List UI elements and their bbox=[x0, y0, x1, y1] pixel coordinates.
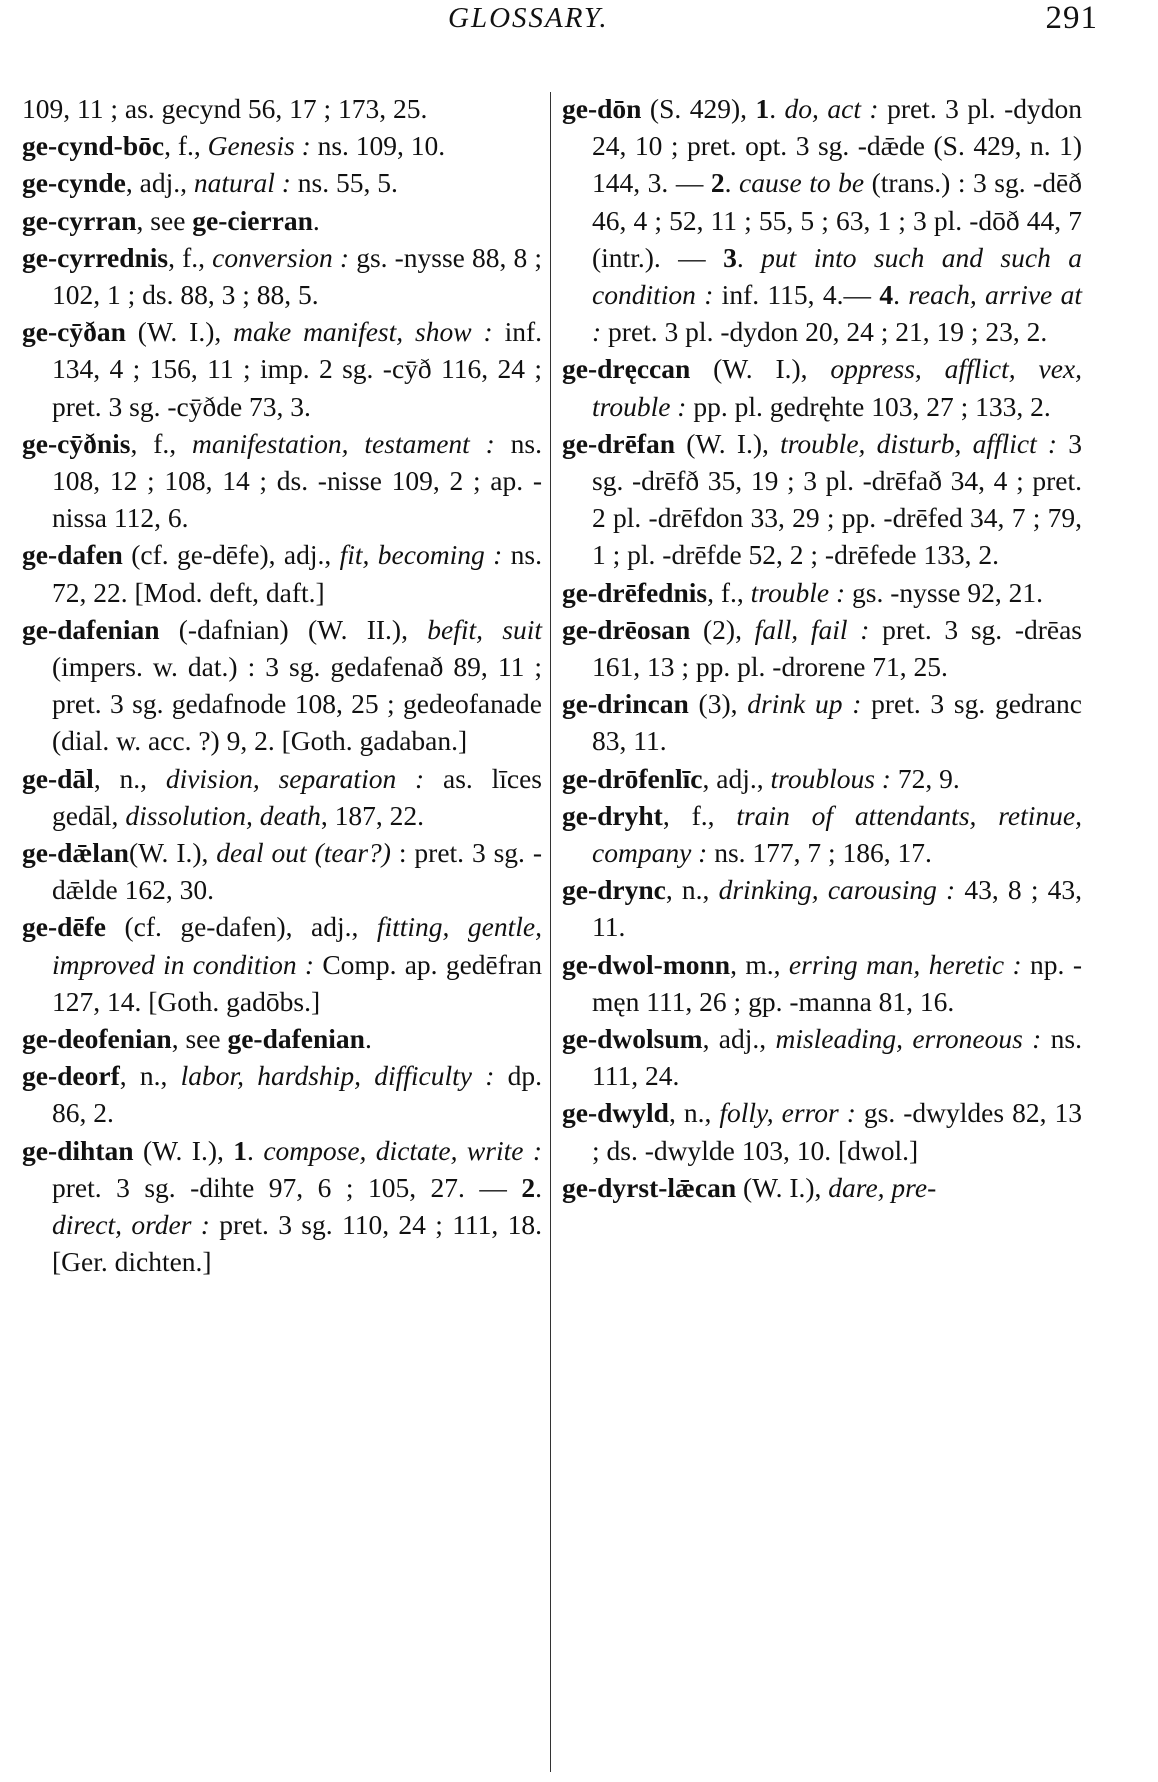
entry-text: pret. 3 sg. -drēas 161, 13 ; pp. pl. -drorene 71, 25. bbox=[592, 613, 1083, 683]
headword: ge-dāl bbox=[22, 762, 94, 794]
bold-ref: 2 bbox=[521, 1171, 536, 1203]
entry-text: (impers. w. dat.) : 3 sg. gedafenað 89, 11 ; pret. 3 sg. gedafnode 108, 25 ; gedeofanade (dial. w. acc. ?) 9, 2. [Goth. gadaban.] bbox=[52, 651, 542, 757]
definition: conversion : bbox=[212, 241, 350, 273]
glossary-entry bbox=[22, 908, 542, 1020]
entry-text: (W. I.), bbox=[128, 837, 217, 869]
definition: manifestation, testament : bbox=[191, 427, 495, 459]
entry-text: , f., bbox=[707, 576, 751, 608]
bold-ref: 1 bbox=[233, 1134, 248, 1166]
definition: befit, suit bbox=[427, 613, 542, 645]
glossary-entry bbox=[22, 239, 542, 313]
entry-text: , n., bbox=[119, 1060, 181, 1092]
headword: ge-deorf bbox=[22, 1060, 120, 1092]
entry-text: , adj., bbox=[125, 167, 194, 199]
right-column bbox=[562, 90, 1082, 1206]
entry-text: , adj., bbox=[702, 762, 771, 794]
entry-text: , n., bbox=[665, 874, 719, 906]
page-header bbox=[0, 2, 1158, 52]
headword: ge-dǣlan bbox=[22, 837, 129, 869]
entry-text: , f., bbox=[130, 427, 192, 459]
glossary-entry bbox=[22, 760, 542, 834]
glossary-entry bbox=[562, 611, 1082, 685]
headword: ge-dōn bbox=[562, 93, 642, 124]
glossary-entry bbox=[562, 871, 1082, 945]
entry-text: . bbox=[312, 204, 320, 236]
entry-text: (cf. ge-dafen), adj., bbox=[105, 911, 377, 943]
entry-text: . bbox=[247, 1134, 264, 1166]
glossary-entry bbox=[22, 90, 542, 127]
definition: put into such and such a condition : bbox=[592, 241, 1082, 311]
entry-text: (W. I.), bbox=[133, 1134, 234, 1166]
glossary-entry bbox=[562, 1020, 1082, 1094]
entry-text: gs. -nysse 88, 8 ; 102, 1 ; ds. 88, 3 ; 88, 5. bbox=[52, 241, 542, 311]
glossary-entry bbox=[562, 797, 1082, 871]
page-number: 291 bbox=[1045, 0, 1098, 36]
glossary-entry bbox=[22, 164, 542, 201]
entry-text: (-dafnian) (W. II.), bbox=[159, 613, 428, 645]
definition: fitting, gentle, improved in condition : bbox=[52, 911, 542, 980]
entry-text: gs. -nysse 92, 21. bbox=[845, 576, 1043, 608]
entry-text: gs. -dwyldes 82, 13 ; ds. -dwylde 103, 10. [dwol.] bbox=[592, 1097, 1082, 1166]
definition: labor, hardship, difficulty : bbox=[180, 1060, 495, 1092]
definition: train of attendants, retinue, company : bbox=[592, 799, 1082, 869]
glossary-entry bbox=[562, 425, 1082, 574]
headword: ge-dwolsum bbox=[562, 1023, 703, 1055]
entry-text: (2), bbox=[690, 613, 755, 645]
headword: ge-dwol-monn bbox=[562, 948, 731, 980]
headword: ge-dafen bbox=[22, 539, 123, 571]
entry-text: , f., bbox=[168, 241, 213, 273]
glossary-entry bbox=[562, 350, 1082, 424]
entry-text: pret. 3 sg. gedranc 83, 11. bbox=[592, 688, 1082, 757]
entry-text: (W. I.), bbox=[125, 316, 234, 348]
glossary-entry bbox=[22, 425, 542, 537]
entry-text: inf. 134, 4 ; 156, 11 ; imp. 2 sg. -cȳð 116, 24 ; pret. 3 sg. -cȳðde 73, 3. bbox=[52, 316, 542, 422]
entry-text: . bbox=[769, 93, 785, 124]
glossary-entry bbox=[562, 1169, 1082, 1206]
entry-text: inf. 115, 4.— bbox=[713, 279, 880, 311]
glossary-entry bbox=[22, 202, 542, 239]
entry-text: , n., bbox=[93, 762, 166, 794]
definition: compose, dictate, write : bbox=[263, 1134, 543, 1166]
entry-text: (S. 429), bbox=[641, 93, 756, 124]
headword: ge-drōfenlīc bbox=[562, 762, 703, 794]
headword: ge-dryht bbox=[562, 799, 663, 831]
definition: fall, fail : bbox=[754, 613, 870, 645]
definition: oppress, afflict, vex, trouble : bbox=[592, 353, 1082, 422]
definition: troublous : bbox=[770, 762, 891, 794]
headword: ge-cȳðan bbox=[22, 316, 126, 348]
headword: ge-drēfan bbox=[562, 427, 676, 459]
headword: ge-cyrrednis bbox=[22, 241, 169, 273]
headword: ge-dēfe bbox=[22, 911, 106, 943]
definition: dissolution, death bbox=[125, 799, 321, 831]
headword: ge-cȳðnis bbox=[22, 427, 131, 459]
entry-text: , f., bbox=[662, 799, 737, 831]
definition: trouble, disturb, afflict : bbox=[780, 427, 1058, 459]
headword: ge-cynde bbox=[22, 167, 126, 199]
entry-text: . bbox=[535, 1171, 542, 1203]
entry-text: ns. 72, 22. [Mod. deft, daft.] bbox=[52, 539, 542, 608]
glossary-entry bbox=[22, 313, 542, 425]
definition: erring man, heretic : bbox=[788, 948, 1022, 980]
entry-text: . bbox=[364, 1023, 372, 1055]
headword: ge-cynd-bōc bbox=[22, 130, 165, 162]
headword: ge-dręccan bbox=[562, 353, 691, 385]
entry-text: pret. 3 pl. -dydon 20, 24 ; 21, 19 ; 23, 2. bbox=[601, 316, 1048, 348]
glossary-entry bbox=[562, 1094, 1082, 1168]
entry-text: (trans.) : 3 sg. -dēð 46, 4 ; 52, 11 ; 55, 5 ; 63, 1 ; 3 pl. -dōð 44, 7 (intr.). — bbox=[592, 167, 1083, 273]
entry-text: ns. 108, 12 ; 108, 14 ; ds. -nisse 109, 2 ; ap. -nissa 112, 6. bbox=[52, 427, 542, 534]
definition: folly, error : bbox=[719, 1097, 856, 1129]
headword: ge-drēfednis bbox=[562, 576, 708, 608]
definition: fit, becoming : bbox=[339, 539, 503, 571]
glossary-entry bbox=[562, 574, 1082, 611]
headword: ge-dihtan bbox=[22, 1134, 134, 1166]
headword: ge-deofenian bbox=[22, 1023, 172, 1055]
entry-text: . bbox=[736, 241, 762, 273]
definition: drinking, carousing : bbox=[718, 874, 956, 906]
entry-text: (W. I.), bbox=[690, 353, 831, 385]
entry-text: : pret. 3 sg. -dǣlde 162, 30. bbox=[52, 837, 542, 906]
entry-text: (W. I.), bbox=[736, 1171, 829, 1203]
entry-text: np. -męn 111, 26 ; gp. -manna 81, 16. bbox=[592, 948, 1082, 1017]
definition: Genesis : bbox=[207, 130, 311, 162]
definition: cause to be bbox=[739, 167, 865, 199]
entry-text: 109, 11 ; as. gecynd 56, 17 ; 173, 25. bbox=[22, 93, 428, 124]
glossary-entry bbox=[22, 611, 542, 760]
bold-ref: 3 bbox=[723, 241, 737, 273]
running-head: GLOSSARY. bbox=[448, 2, 609, 34]
definition: trouble : bbox=[750, 576, 846, 608]
entry-text: , f., bbox=[164, 130, 208, 162]
glossary-entry bbox=[562, 90, 1082, 350]
entry-text: 72, 9. bbox=[890, 762, 960, 794]
entry-text: , n., bbox=[668, 1097, 720, 1129]
entry-text: (cf. ge-dēfe), adj., bbox=[122, 539, 340, 571]
headword: ge-dyrst-lǣcan bbox=[562, 1171, 737, 1203]
definition: make manifest, show : bbox=[233, 316, 493, 348]
definition: direct, order : bbox=[52, 1209, 210, 1241]
left-column bbox=[22, 90, 542, 1281]
entry-text: . bbox=[724, 167, 740, 199]
entry-text: , see bbox=[171, 1023, 228, 1055]
bold-ref: 1 bbox=[755, 93, 770, 124]
entry-text: pret. 3 sg. -dihte 97, 6 ; 105, 27. — bbox=[52, 1171, 522, 1203]
bold-ref: 2 bbox=[710, 167, 725, 199]
entry-text: (3), bbox=[688, 688, 748, 720]
entry-text: ns. 111, 24. bbox=[592, 1023, 1083, 1092]
entry-text: , see bbox=[136, 204, 193, 236]
definition: deal out (tear?) bbox=[216, 837, 391, 869]
definition: do, act : bbox=[784, 93, 879, 124]
entry-text: dp. 86, 2. bbox=[52, 1060, 543, 1129]
entry-text: pret. 3 pl. -dydon 24, 10 ; pret. opt. 3 sg. -dǣde (S. 429, n. 1) 144, 3. — bbox=[592, 93, 1082, 199]
headword: ge-drēosan bbox=[562, 613, 691, 645]
bold-ref: ge-cierran bbox=[192, 204, 313, 236]
entry-text: ns. 55, 5. bbox=[290, 167, 398, 199]
definition: reach, arrive at : bbox=[592, 279, 1082, 348]
glossary-entry bbox=[22, 127, 542, 164]
entry-text: pret. 3 sg. 110, 24 ; 111, 18. [Ger. dichten.] bbox=[52, 1209, 542, 1278]
entry-text: 3 sg. -drēfð 35, 19 ; 3 pl. -drēfað 34, 4 ; pret. 2 pl. -drēfdon 33, 29 ; pp. -drēfed 34, 7 ; 79, 1 ; pl. -drēfde 52, 2 ; -drēfede 133, 2. bbox=[592, 427, 1083, 571]
entry-text: ns. 109, 10. bbox=[310, 130, 446, 162]
definition: misleading, erroneous : bbox=[775, 1023, 1042, 1055]
entry-text: , m., bbox=[730, 948, 789, 980]
column-divider bbox=[550, 92, 551, 1772]
headword: ge-drincan bbox=[562, 688, 689, 720]
bold-ref: ge-dafenian bbox=[227, 1023, 365, 1055]
glossary-entry bbox=[562, 760, 1082, 797]
bold-ref: 4 bbox=[879, 279, 894, 311]
entry-text: as. līces gedāl, bbox=[52, 762, 542, 831]
entry-text: , 187, 22. bbox=[320, 799, 424, 831]
entry-text: (W. I.), bbox=[675, 427, 781, 459]
headword: ge-drync bbox=[562, 874, 666, 906]
headword: ge-cyrran bbox=[22, 204, 137, 236]
glossary-entry bbox=[562, 946, 1082, 1020]
definition: natural : bbox=[193, 167, 291, 199]
glossary-entry bbox=[22, 1132, 542, 1281]
glossary-entry bbox=[22, 1057, 542, 1131]
headword: ge-dafenian bbox=[22, 613, 160, 645]
glossary-entry bbox=[22, 536, 542, 610]
entry-text: , adj., bbox=[702, 1023, 776, 1055]
headword: ge-dwyld bbox=[562, 1097, 669, 1129]
glossary-entry bbox=[22, 1020, 542, 1057]
definition: division, separation : bbox=[165, 762, 425, 794]
entry-text: 43, 8 ; 43, 11. bbox=[592, 874, 1083, 943]
entry-text: . bbox=[893, 279, 909, 311]
entry-text: ns. 177, 7 ; 186, 17. bbox=[707, 837, 932, 869]
definition: drink up : bbox=[747, 688, 862, 720]
entry-text: Comp. ap. gedēfran 127, 14. [Goth. gadōbs.] bbox=[52, 948, 542, 1017]
definition: dare, pre- bbox=[828, 1171, 937, 1203]
glossary-entry bbox=[22, 834, 542, 908]
glossary-entry bbox=[562, 685, 1082, 759]
entry-text: pp. pl. gedręhte 103, 27 ; 133, 2. bbox=[686, 390, 1051, 422]
